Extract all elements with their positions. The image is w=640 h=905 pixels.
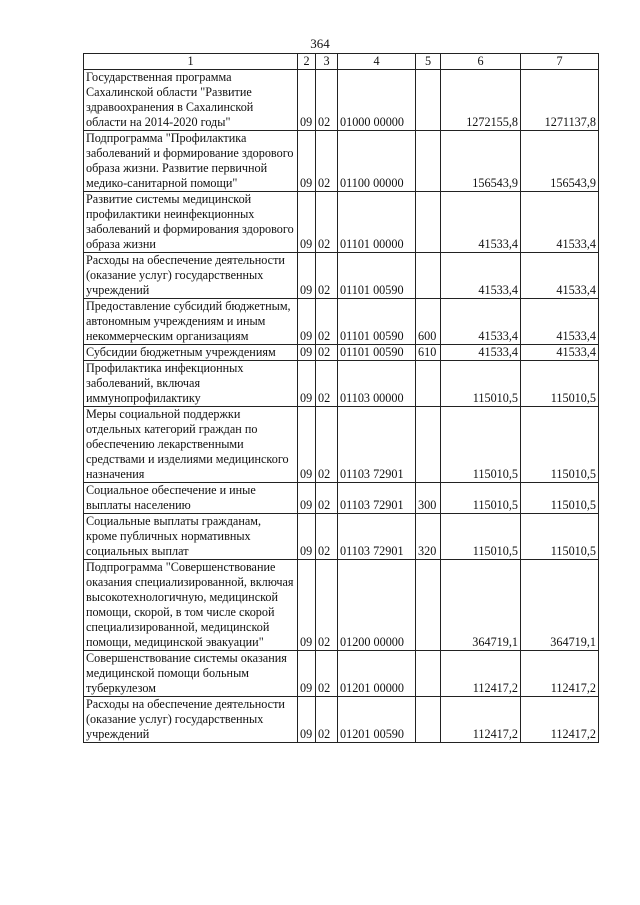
row-value-cell: 09 bbox=[298, 299, 316, 345]
row-value-cell: 115010,5 bbox=[521, 407, 599, 483]
row-value-cell: 02 bbox=[316, 131, 338, 192]
row-value-cell: 300 bbox=[416, 483, 441, 514]
row-value-cell: 02 bbox=[316, 192, 338, 253]
row-value-cell: 02 bbox=[316, 253, 338, 299]
table-row bbox=[84, 483, 599, 514]
row-value-cell: 09 bbox=[298, 514, 316, 560]
row-value-cell: 01101 00590 bbox=[338, 253, 416, 299]
table-row bbox=[84, 560, 599, 651]
row-value-cell: 01200 00000 bbox=[338, 560, 416, 651]
row-value-cell bbox=[416, 131, 441, 192]
row-value-cell: 02 bbox=[316, 651, 338, 697]
row-value-cell: 115010,5 bbox=[441, 361, 521, 407]
row-value-cell bbox=[416, 651, 441, 697]
table-row bbox=[84, 697, 599, 743]
row-value-cell: 01201 00590 bbox=[338, 697, 416, 743]
table-row bbox=[84, 253, 599, 299]
row-value-cell: 1271137,8 bbox=[521, 70, 599, 131]
column-header: 1 bbox=[84, 54, 298, 70]
table-row bbox=[84, 651, 599, 697]
row-value-cell bbox=[416, 697, 441, 743]
row-value-cell: 41533,4 bbox=[521, 253, 599, 299]
column-header: 4 bbox=[338, 54, 416, 70]
row-value-cell: 600 bbox=[416, 299, 441, 345]
row-name-cell: Расходы на обеспечение деятельности (оказание услуг) государственных учреждений bbox=[84, 697, 298, 743]
table-row bbox=[84, 192, 599, 253]
row-value-cell: 02 bbox=[316, 407, 338, 483]
row-value-cell: 02 bbox=[316, 345, 338, 361]
row-value-cell: 02 bbox=[316, 299, 338, 345]
row-value-cell: 41533,4 bbox=[441, 299, 521, 345]
row-value-cell: 01101 00590 bbox=[338, 345, 416, 361]
row-value-cell: 01201 00000 bbox=[338, 651, 416, 697]
row-value-cell bbox=[416, 253, 441, 299]
row-value-cell: 02 bbox=[316, 70, 338, 131]
row-value-cell: 115010,5 bbox=[521, 514, 599, 560]
row-value-cell: 115010,5 bbox=[441, 514, 521, 560]
row-value-cell: 41533,4 bbox=[521, 299, 599, 345]
row-value-cell: 1272155,8 bbox=[441, 70, 521, 131]
row-value-cell: 09 bbox=[298, 560, 316, 651]
budget-table bbox=[83, 53, 599, 743]
row-value-cell: 115010,5 bbox=[441, 407, 521, 483]
row-name-cell: Совершенствование системы оказания медицинской помощи больным туберкулезом bbox=[84, 651, 298, 697]
row-value-cell: 01101 00000 bbox=[338, 192, 416, 253]
row-value-cell: 320 bbox=[416, 514, 441, 560]
column-header: 2 bbox=[298, 54, 316, 70]
row-value-cell bbox=[416, 560, 441, 651]
row-value-cell: 09 bbox=[298, 407, 316, 483]
row-value-cell: 02 bbox=[316, 697, 338, 743]
row-value-cell: 610 bbox=[416, 345, 441, 361]
row-value-cell: 09 bbox=[298, 361, 316, 407]
row-name-cell: Государственная программа Сахалинской области "Развитие здравоохранения в Сахалинской области на 2014-2020 годы" bbox=[84, 70, 298, 131]
row-value-cell: 09 bbox=[298, 192, 316, 253]
row-value-cell: 41533,4 bbox=[441, 192, 521, 253]
row-value-cell: 09 bbox=[298, 345, 316, 361]
row-value-cell: 364719,1 bbox=[521, 560, 599, 651]
row-value-cell: 01103 72901 bbox=[338, 407, 416, 483]
row-value-cell: 156543,9 bbox=[441, 131, 521, 192]
row-value-cell: 364719,1 bbox=[441, 560, 521, 651]
row-value-cell bbox=[416, 70, 441, 131]
row-name-cell: Субсидии бюджетным учреждениям bbox=[84, 345, 298, 361]
row-name-cell: Подпрограмма "Профилактика заболеваний и формирование здорового образа жизни. Развитие первичной медико-санитарной помощи" bbox=[84, 131, 298, 192]
row-value-cell: 112417,2 bbox=[441, 651, 521, 697]
row-value-cell: 09 bbox=[298, 131, 316, 192]
row-value-cell: 112417,2 bbox=[521, 651, 599, 697]
column-header: 7 bbox=[521, 54, 599, 70]
table-row bbox=[84, 361, 599, 407]
table-row bbox=[84, 407, 599, 483]
row-name-cell: Предоставление субсидий бюджетным, автономным учреждениям и иным некоммерческим организациям bbox=[84, 299, 298, 345]
row-value-cell bbox=[416, 407, 441, 483]
column-header: 5 bbox=[416, 54, 441, 70]
row-name-cell: Профилактика инфекционных заболеваний, включая иммунопрофилактику bbox=[84, 361, 298, 407]
table-row bbox=[84, 131, 599, 192]
row-name-cell: Меры социальной поддержки отдельных категорий граждан по обеспечению лекарственными средствами и изделиями медицинского назначения bbox=[84, 407, 298, 483]
row-value-cell: 09 bbox=[298, 697, 316, 743]
row-value-cell: 41533,4 bbox=[521, 345, 599, 361]
row-name-cell: Расходы на обеспечение деятельности (оказание услуг) государственных учреждений bbox=[84, 253, 298, 299]
row-value-cell: 02 bbox=[316, 560, 338, 651]
row-value-cell: 115010,5 bbox=[521, 483, 599, 514]
row-value-cell: 41533,4 bbox=[441, 253, 521, 299]
row-value-cell: 112417,2 bbox=[521, 697, 599, 743]
table-row bbox=[84, 70, 599, 131]
row-value-cell: 02 bbox=[316, 514, 338, 560]
row-value-cell: 112417,2 bbox=[441, 697, 521, 743]
row-name-cell: Развитие системы медицинской профилактики неинфекционных заболеваний и формирования здорового образа жизни bbox=[84, 192, 298, 253]
table-row bbox=[84, 514, 599, 560]
row-value-cell bbox=[416, 361, 441, 407]
column-header: 3 bbox=[316, 54, 338, 70]
row-value-cell: 09 bbox=[298, 483, 316, 514]
row-value-cell: 41533,4 bbox=[441, 345, 521, 361]
row-name-cell: Социальные выплаты гражданам, кроме публичных нормативных социальных выплат bbox=[84, 514, 298, 560]
row-value-cell: 115010,5 bbox=[521, 361, 599, 407]
row-value-cell: 156543,9 bbox=[521, 131, 599, 192]
row-value-cell: 01103 72901 bbox=[338, 483, 416, 514]
table-header-row bbox=[84, 54, 599, 70]
row-value-cell: 01100 00000 bbox=[338, 131, 416, 192]
row-name-cell: Социальное обеспечение и иные выплаты населению bbox=[84, 483, 298, 514]
row-value-cell: 09 bbox=[298, 253, 316, 299]
row-value-cell: 01000 00000 bbox=[338, 70, 416, 131]
row-name-cell: Подпрограмма "Совершенствование оказания специализированной, включая высокотехнологичную, медицинской помощи, скорой, в том числе скорой специализированной, медицинской помощи, медицинской эвакуации" bbox=[84, 560, 298, 651]
table-row bbox=[84, 299, 599, 345]
page-number: 364 bbox=[310, 36, 330, 51]
table-row bbox=[84, 345, 599, 361]
row-value-cell: 01103 00000 bbox=[338, 361, 416, 407]
row-value-cell bbox=[416, 192, 441, 253]
row-value-cell: 01103 72901 bbox=[338, 514, 416, 560]
column-header: 6 bbox=[441, 54, 521, 70]
row-value-cell: 115010,5 bbox=[441, 483, 521, 514]
row-value-cell: 09 bbox=[298, 70, 316, 131]
row-value-cell: 02 bbox=[316, 361, 338, 407]
row-value-cell: 41533,4 bbox=[521, 192, 599, 253]
row-value-cell: 01101 00590 bbox=[338, 299, 416, 345]
row-value-cell: 02 bbox=[316, 483, 338, 514]
row-value-cell: 09 bbox=[298, 651, 316, 697]
